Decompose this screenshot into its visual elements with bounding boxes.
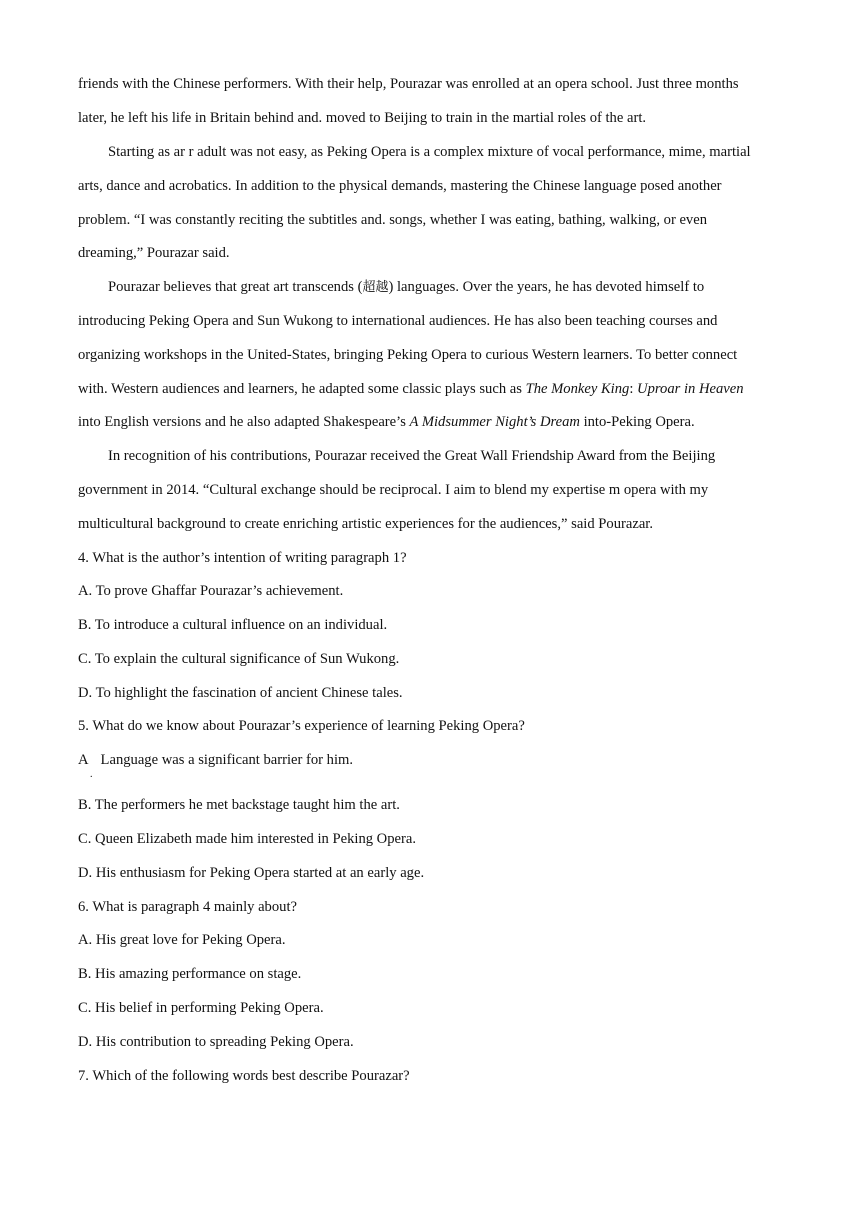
answer-option: D. His contribution to spreading Peking Opera. xyxy=(78,1034,354,1050)
passage-line xyxy=(108,278,704,297)
question-stem: 6. What is paragraph 4 mainly about? xyxy=(78,899,297,915)
answer-option: C. To explain the cultural significance of Sun Wukong. xyxy=(78,651,400,667)
passage-line: friends with the Chinese performers. With their help, Pourazar was enrolled at an opera school. Just three months xyxy=(78,76,739,92)
question-stem: 7. Which of the following words best describe Pourazar? xyxy=(78,1068,410,1084)
question-stem: 5. What do we know about Pourazar’s experience of learning Peking Opera? xyxy=(78,718,525,734)
answer-option: B. To introduce a cultural influence on an individual. xyxy=(78,617,388,633)
answer-option: B. The performers he met backstage taught him the art. xyxy=(78,797,400,813)
passage-line: organizing workshops in the United-States, bringing Peking Opera to curious Western learners. To better connect xyxy=(78,347,738,363)
answer-option: C. His belief in performing Peking Opera. xyxy=(78,1000,324,1016)
answer-option: A. His great love for Peking Opera. xyxy=(78,932,286,948)
passage-line xyxy=(78,380,744,398)
passage-line: introducing Peking Opera and Sun Wukong to international audiences. He has also been teaching courses and xyxy=(78,313,718,329)
text-span: Pourazar believes that great art transcends ( xyxy=(108,279,363,295)
passage-line: dreaming,” Pourazar said. xyxy=(78,245,230,261)
text-span: : xyxy=(629,381,638,397)
text-span: with. Western audiences and learners, he adapted some classic plays such as xyxy=(78,381,526,397)
answer-option: A. To prove Ghaffar Pourazar’s achievement. xyxy=(78,583,344,599)
passage-line: later, he left his life in Britain behind and. moved to Beijing to train in the martial roles of the art. xyxy=(78,110,647,126)
option-dot: . xyxy=(90,769,93,780)
play-title: The Monkey King xyxy=(525,381,630,397)
passage-line: problem. “I was constantly reciting the subtitles and. songs, whether I was eating, bathing, walking, or even xyxy=(78,212,707,228)
option-text: Language was a significant barrier for him. xyxy=(100,752,354,768)
option-letter: A xyxy=(78,752,89,768)
play-title: A Midsummer Night’s Dream xyxy=(409,414,580,430)
answer-option: D. To highlight the fascination of ancient Chinese tales. xyxy=(78,685,403,701)
passage-line: In recognition of his contributions, Pourazar received the Great Wall Friendship Award from the Beijing xyxy=(108,448,716,464)
answer-option: D. His enthusiasm for Peking Opera started at an early age. xyxy=(78,865,425,881)
answer-option xyxy=(78,751,353,769)
question-stem: 4. What is the author’s intention of writing paragraph 1? xyxy=(78,550,407,566)
text-span: into-Peking Opera. xyxy=(579,414,695,430)
text-span: ) languages. Over the years, he has devoted himself to xyxy=(388,279,705,295)
play-title: Uproar in Heaven xyxy=(637,381,744,397)
passage-line: government in 2014. “Cultural exchange should be reciprocal. I aim to blend my expertise m opera with my xyxy=(78,482,709,498)
passage-line: multicultural background to create enriching artistic experiences for the audiences,” said Pourazar. xyxy=(78,516,653,532)
chinese-gloss: 超越 xyxy=(362,280,389,295)
passage-line: Starting as ar r adult was not easy, as Peking Opera is a complex mixture of vocal performance, mime, martial xyxy=(108,144,751,160)
passage-line xyxy=(78,413,695,431)
answer-option: C. Queen Elizabeth made him interested in Peking Opera. xyxy=(78,831,416,847)
answer-option: B. His amazing performance on stage. xyxy=(78,966,302,982)
text-span: into English versions and he also adapted Shakespeare’s xyxy=(78,414,410,430)
passage-line: arts, dance and acrobatics. In addition to the physical demands, mastering the Chinese language posed another xyxy=(78,178,722,194)
